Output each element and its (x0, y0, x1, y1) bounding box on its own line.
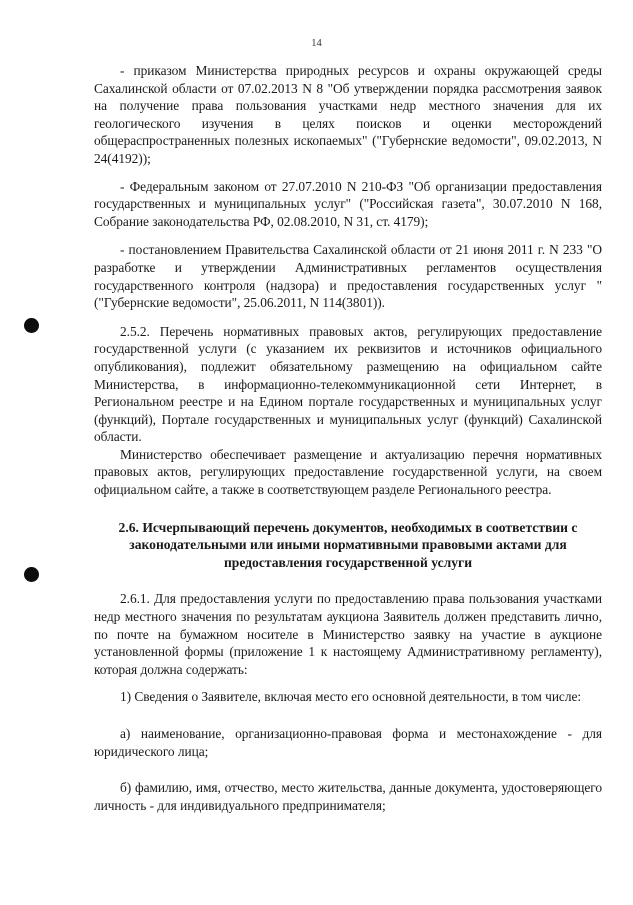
paragraph-federal-law: - Федеральным законом от 27.07.2010 N 210-ФЗ "Об организации предоставления государственных и муниципальных услуг" ("Российская газета", 30.07.2010 N 168, Собрание законодательства РФ, 02.08.2010, N 31, ст. 4179); (94, 178, 602, 229)
paragraph-government-resolution: - постановлением Правительства Сахалинской области от 21 июня 2011 г. N 233 "О разработке и утверждении Административных регламентов осуществления государственного контроля (надзора) и предоставления государственных услуг " ("Губернские ведомости", 25.06.2011, N 114(3801)). (94, 242, 602, 311)
document-body (94, 62, 602, 814)
punch-hole-mark (24, 567, 39, 582)
punch-hole-mark (24, 318, 39, 333)
paragraph-ministry-publishing: Министерство обеспечивает размещение и актуализацию перечня нормативных правовых актов, регулирующих предоставление государственной услуги, на своем официальном сайте, а также в соответствующем разделе Регионального реестра. (94, 446, 602, 498)
paragraph-2-5-2: 2.5.2. Перечень нормативных правовых актов, регулирующих предоставление государственной услуги (с указанием их реквизитов и источников официального опубликования), подлежит обязательному размещению на официальном сайте Министерства, в информационно-телекоммуникационной сети Интернет, в Региональном реестре и на Едином портале государственных и муниципальных услуг (функций), Портале государственных и муниципальных услуг (функций) Сахалинской области. (94, 323, 602, 445)
page-number: 14 (311, 38, 322, 49)
paragraph-item-b: б) фамилию, имя, отчество, место жительства, данные документа, удостоверяющего личность - для индивидуального предпринимателя; (94, 780, 602, 813)
section-heading-2-6: 2.6. Исчерпывающий перечень документов, необходимых в соответствии с законодательными или иными нормативными правовыми актами для предоставления государственной услуги (118, 519, 578, 570)
paragraph-order-ministry: - приказом Министерства природных ресурсов и охраны окружающей среды Сахалинской области от 07.02.2013 N 8 "Об утверждении порядка рассмотрения заявок на получение права пользования участками недр местного значения для их геологического изучения в целях поисков и оценки месторождений общераспространенных полезных ископаемых" ("Губернские ведомости", 09.02.2013, N 24(4192)); (94, 63, 602, 166)
paragraph-item-a: а) наименование, организационно-правовая форма и местонахождение - для юридического лица; (94, 726, 602, 759)
paragraph-item-1: 1) Сведения о Заявителе, включая место его основной деятельности, в том числе: (120, 689, 582, 705)
paragraph-2-6-1: 2.6.1. Для предоставления услуги по предоставлению права пользования участками недр местного значения по результатам аукциона Заявитель должен представить лично, по почте на бумажном носителе в Министерство заявку на участие в аукционе установленной формы (приложение 1 к настоящему Административному регламенту), которая должна содержать: (94, 591, 602, 677)
